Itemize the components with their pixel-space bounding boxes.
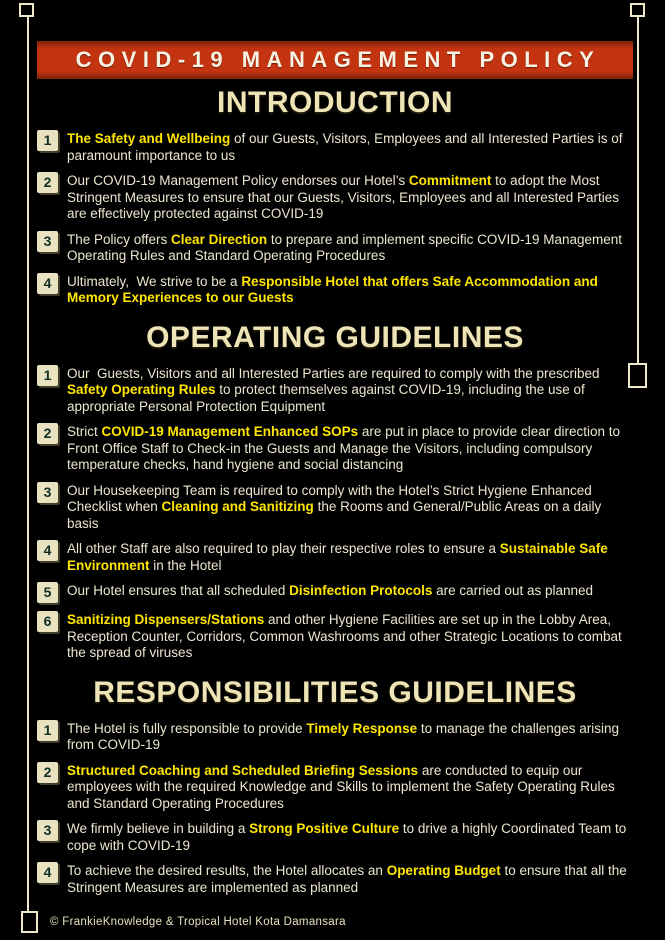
item-number-badge: 1 <box>37 130 58 151</box>
policy-banner-title: COVID-19 MANAGEMENT POLICY <box>75 47 601 72</box>
policy-item <box>37 232 633 265</box>
section-title-operating-guidelines: OPERATING GUIDELINES <box>146 320 524 354</box>
item-number-badge: 4 <box>37 273 58 294</box>
policy-item <box>37 821 633 854</box>
item-text: Our Hotel ensures that all scheduled Disinfection Protocols are carried out as planned <box>67 583 594 598</box>
introduction-item-list <box>37 131 633 307</box>
item-number-badge: 1 <box>37 365 58 386</box>
policy-item <box>37 863 633 896</box>
item-text: The Safety and Wellbeing of our Guests, Visitors, Employees and all Interested Parties is of paramount importance to us <box>67 131 627 163</box>
policy-item <box>37 541 633 574</box>
policy-item <box>37 173 633 223</box>
item-number-badge: 6 <box>37 611 58 632</box>
policy-item <box>37 424 633 474</box>
policy-item <box>37 274 633 307</box>
item-number-badge: 2 <box>37 762 58 783</box>
policy-item <box>37 583 633 603</box>
item-number-badge: 3 <box>37 820 58 841</box>
item-text: Sanitizing Dispensers/Stations and other Hygiene Facilities are set up in the Lobby Area, Reception Counter, Corridors, Common Washrooms and other Strategic Locations to combat the spread of viruses <box>67 612 626 660</box>
item-text: To achieve the desired results, the Hotel allocates an Operating Budget to ensure that all the Stringent Measures are implemented as planned <box>67 863 631 895</box>
item-number-badge: 4 <box>37 862 58 883</box>
policy-poster <box>37 41 633 905</box>
item-text: The Policy offers Clear Direction to prepare and implement specific COVID-19 Management Operating Rules and Standard Operating Procedures <box>67 231 626 263</box>
item-number-badge: 3 <box>37 482 58 503</box>
selection-handle-bottom-left[interactable] <box>21 911 38 933</box>
selection-handle-middle-right[interactable] <box>628 363 647 388</box>
item-number-badge: 4 <box>37 540 58 561</box>
copyright-text: © FrankieKnowledge & Tropical Hotel Kota Damansara <box>50 916 346 928</box>
selection-handle-top-right[interactable] <box>630 3 645 17</box>
responsibilities-guidelines-item-list <box>37 721 633 897</box>
item-text: The Hotel is fully responsible to provide Timely Response to manage the challenges arising from COVID-19 <box>67 720 623 752</box>
policy-banner <box>37 41 633 79</box>
item-text: We firmly believe in building a Strong Positive Culture to drive a highly Coordinated Team to cope with COVID-19 <box>67 821 631 853</box>
item-text: Our Housekeeping Team is required to comply with the Hotel’s Strict Hygiene Enhanced Checklist when Cleaning and Sanitizing the Rooms and General/Public Areas on a daily basis <box>67 482 605 531</box>
item-text: Ultimately, We strive to be a Responsible Hotel that offers Safe Accommodation and Memory Experiences to our Guests <box>67 273 602 305</box>
selection-handle-top-left[interactable] <box>19 3 34 17</box>
item-text: Strict COVID-19 Management Enhanced SOPs are put in place to provide clear direction to Front Office Staff to Check-in the Guests and Manage the Visitors, including compulsory temperature checks, hand hygiene and social distancing <box>67 424 624 472</box>
policy-item <box>37 131 633 164</box>
selection-guide-line-left <box>27 16 29 913</box>
item-number-badge: 2 <box>37 423 58 444</box>
item-text: All other Staff are also required to play their respective roles to ensure a Sustainable Safe Environment in the Hotel <box>67 541 612 573</box>
policy-item <box>37 721 633 754</box>
item-number-badge: 3 <box>37 231 58 252</box>
item-number-badge: 1 <box>37 720 58 741</box>
policy-item <box>37 763 633 813</box>
item-text: Our Guests, Visitors and all Interested Parties are required to comply with the prescribed Safety Operating Rules to protect themselves against COVID-19, including the use of appropriate Personal Protection Equipment <box>67 365 604 414</box>
item-text: Our COVID-19 Management Policy endorses our Hotel’s Commitment to adopt the Most Stringent Measures to ensure that our Guests, Visitors, Employees and all Interested Parties are effectively protected against COVID-19 <box>67 173 623 221</box>
policy-item <box>37 612 633 662</box>
item-text: Structured Coaching and Scheduled Briefing Sessions are conducted to equip our employees with the required Knowledge and Skills to implement the Safety Operating Rules and Standard Operating Procedures <box>67 762 619 811</box>
item-number-badge: 2 <box>37 172 58 193</box>
section-title-responsibilities-guidelines: RESPONSIBILITIES GUIDELINES <box>93 675 577 709</box>
selection-guide-line-right <box>637 16 639 366</box>
policy-item <box>37 366 633 416</box>
item-number-badge: 5 <box>37 582 58 603</box>
operating-guidelines-item-list <box>37 366 633 662</box>
section-title-introduction: INTRODUCTION <box>217 86 453 119</box>
policy-item <box>37 483 633 533</box>
